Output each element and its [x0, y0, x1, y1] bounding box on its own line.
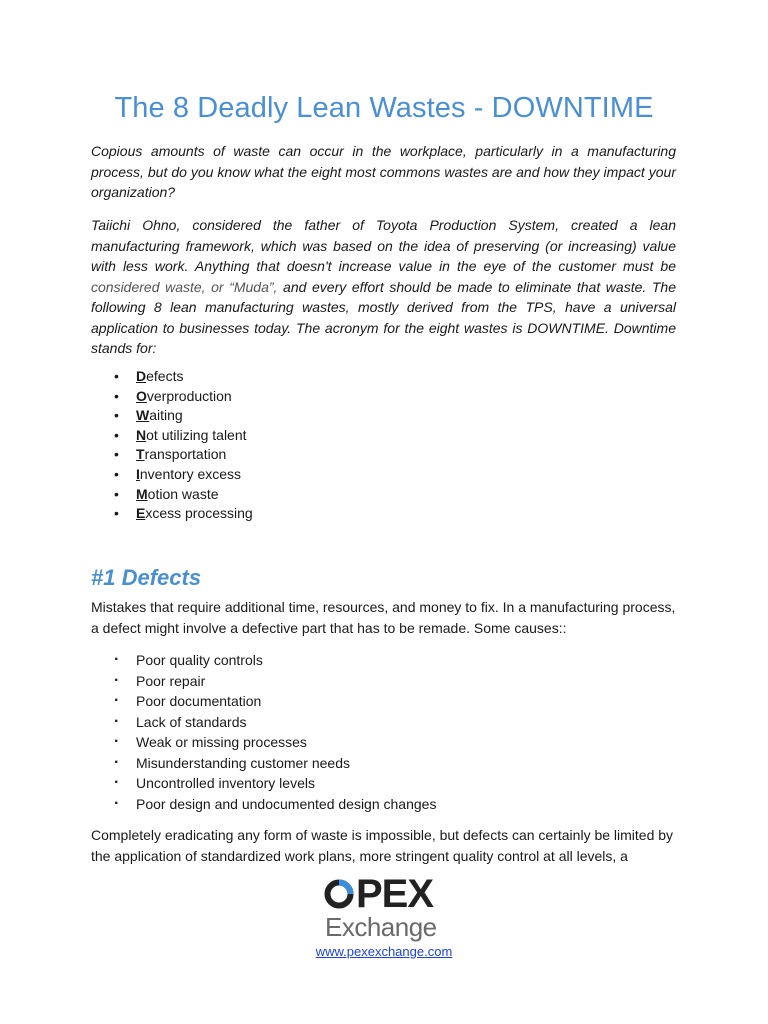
- acronym-rest: ransportation: [144, 446, 227, 463]
- list-item: · Lack of standards: [114, 712, 436, 733]
- ohno-paragraph-part-2: and every effort should be made to eliminate that waste. The following 8 lean manufacturing wastes, mostly derived from the TPS, have a universal application to businesses today. The acronym for the eight wastes is DOWNTIME. Downtime stands for:: [91, 278, 676, 356]
- list-item: · Poor documentation: [114, 691, 436, 712]
- acronym-rest: aiting: [149, 407, 183, 424]
- list-item: · Uncontrolled inventory levels: [114, 773, 436, 794]
- list-item: · Poor repair: [114, 671, 436, 692]
- acronym-rest: xcess processing: [145, 505, 253, 522]
- defects-closing-paragraph: Completely eradicating any form of waste is impossible, but defects can certainly be limited by the application of standardized work plans, more stringent quality control at all levels, a: [91, 827, 674, 864]
- acronym-letter: O: [136, 387, 147, 404]
- acronym-rest: efects: [146, 368, 184, 384]
- acronym-letter: W: [136, 407, 150, 424]
- logo-top-row: [322, 872, 447, 916]
- acronym-letter: N: [136, 426, 147, 443]
- defect-causes-list: [114, 650, 436, 814]
- list-item: · Poor design and undocumented design changes: [114, 794, 436, 815]
- acronym-rest: nventory excess: [139, 465, 242, 482]
- list-item: · Weak or missing processes: [114, 732, 436, 753]
- list-item: · Misunderstanding customer needs: [114, 753, 436, 774]
- acronym-item: [114, 465, 253, 485]
- ohno-paragraph: [91, 215, 676, 359]
- acronym-letter: I: [136, 465, 140, 482]
- logo-exchange-text: Exchange: [325, 912, 437, 942]
- website-link[interactable]: www.pexexchange.com: [315, 944, 453, 959]
- acronym-rest: otion waste: [147, 485, 219, 502]
- acronym-item: [114, 485, 253, 505]
- logo-o-ring-icon: [324, 879, 354, 909]
- acronym-letter: E: [136, 505, 146, 522]
- defects-paragraph: Mistakes that require additional time, resources, and money to fix. In a manufacturing process, a defect might involve a defective part that has to be remade. Some causes::: [91, 599, 676, 636]
- acronym-letter: D: [136, 368, 147, 384]
- acronym-item: [114, 426, 253, 446]
- list-item: · Poor quality controls: [114, 650, 436, 671]
- acronym-item: [114, 367, 253, 387]
- acronym-item: [114, 445, 253, 465]
- ohno-paragraph-muda: considered waste, or “Muda”,: [91, 278, 278, 295]
- opex-logo: [322, 872, 447, 946]
- acronym-rest: ot utilizing talent: [146, 426, 247, 443]
- downtime-acronym-list: [114, 367, 253, 524]
- acronym-letter: M: [136, 485, 148, 502]
- defects-heading: #1 Defects: [91, 565, 202, 590]
- page-title: The 8 Deadly Lean Wastes - DOWNTIME: [114, 92, 654, 124]
- acronym-item: [114, 387, 253, 407]
- ohno-paragraph-part-1: Taiichi Ohno, considered the father of Toyota Production System, created a lean manufacturing framework, which was based on the idea of preserving (or increasing) value with less work. Anything that doesn't increase value in the eye of the customer must be: [91, 217, 676, 274]
- logo-pex-text: PEX: [356, 872, 434, 916]
- intro-paragraph: Copious amounts of waste can occur in the workplace, particularly in a manufacturing process, but do you know what the eight most commons wastes are and how they impact your organization?: [91, 143, 676, 200]
- acronym-rest: verproduction: [146, 387, 232, 404]
- acronym-item: [114, 504, 253, 524]
- acronym-item: [114, 406, 253, 426]
- acronym-letter: T: [136, 446, 145, 463]
